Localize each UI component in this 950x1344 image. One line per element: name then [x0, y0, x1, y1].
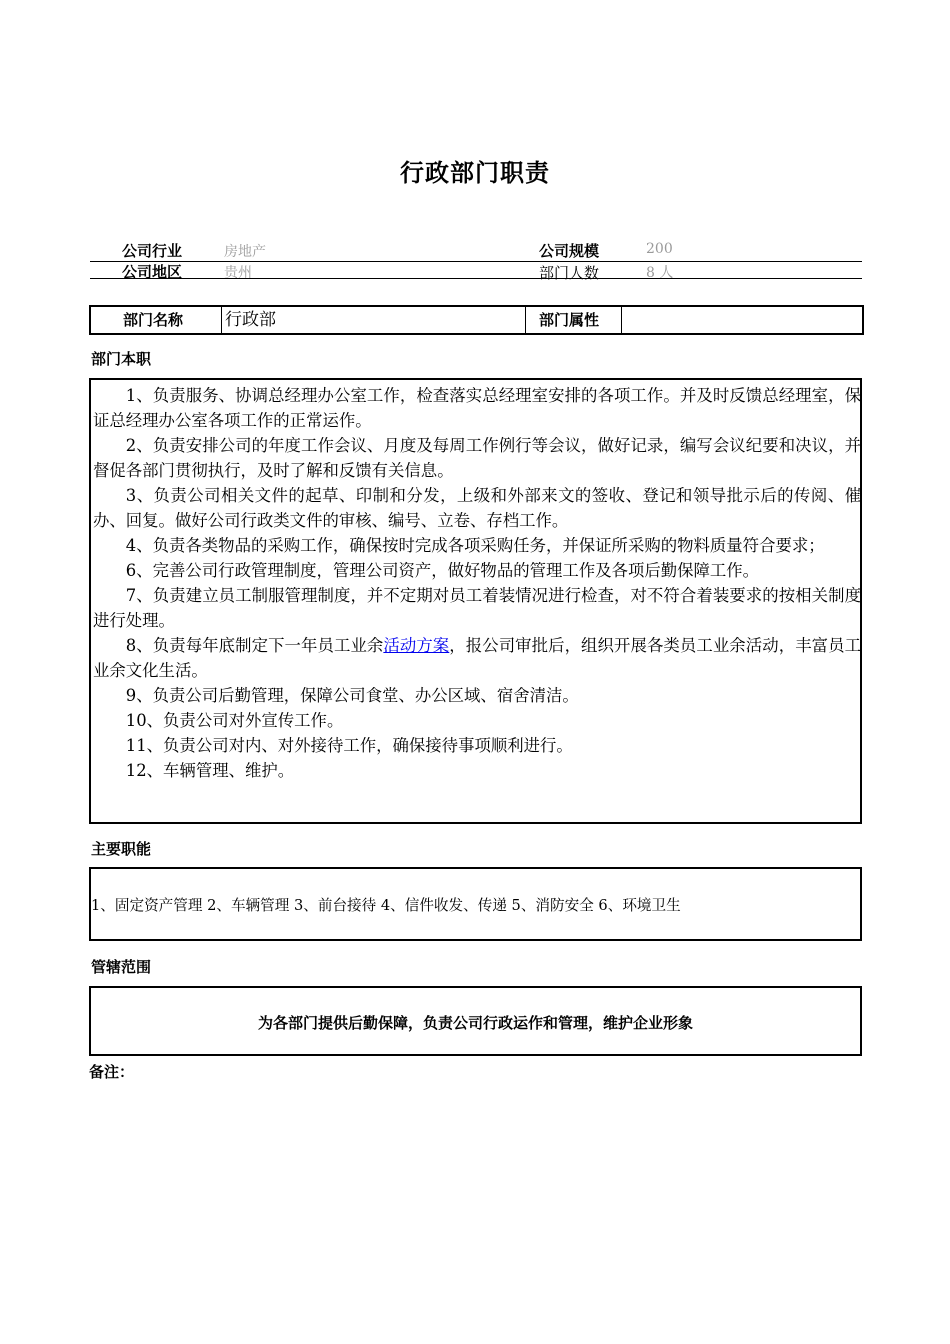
functions-box [89, 867, 862, 941]
functions-text: 1、固定资产管理 2、车辆管理 3、前台接待 4、信件收发、传递 5、消防安全 6、环境卫生 [91, 897, 681, 914]
region-value: 贵州 [224, 265, 252, 281]
duties-heading: 部门本职 [91, 350, 152, 368]
duties-list [93, 383, 861, 783]
duty-item-7: 7、负责建立员工制服管理制度，并不定期对员工着装情况进行检查，对不符合着装要求的按相关制度进行处理。 [93, 586, 861, 630]
industry-value: 房地产 [224, 244, 266, 260]
duty-item-9: 9、负责公司后勤管理，保障公司食堂、办公区域、宿舍清洁。 [125, 686, 579, 705]
department-attribute-value [622, 307, 862, 333]
department-name-label: 部门名称 [91, 307, 222, 333]
industry-label: 公司行业 [122, 242, 183, 260]
info-divider [90, 261, 862, 262]
scope-text: 为各部门提供后勤保障，负责公司行政运作和管理，维护企业形象 [257, 1014, 693, 1032]
duty-item-4: 4、负责各类物品的采购工作，确保按时完成各项采购任务，并保证所采购的物料质量符合要求； [125, 536, 825, 555]
scope-box [89, 986, 862, 1056]
duty-item-6: 6、完善公司行政管理制度，管理公司资产，做好物品的管理工作及各项后勤保障工作。 [125, 561, 760, 580]
duty-item-3: 3、负责公司相关文件的起草、印制和分发，上级和外部来文的签收、登记和领导批示后的传阅、催办、回复。做好公司行政类文件的审核、编号、立卷、存档工作。 [93, 486, 861, 530]
duty-item-2: 2、负责安排公司的年度工作会议、月度及每周工作例行等会议，做好记录，编写会议纪要和决议，并督促各部门贯彻执行，及时了解和反馈有关信息。 [93, 436, 861, 480]
duties-box [89, 378, 862, 824]
page-title: 行政部门职责 [400, 159, 550, 187]
scale-label: 公司规模 [539, 242, 600, 260]
duty-item-12: 12、车辆管理、维护。 [125, 761, 295, 780]
department-attribute-label: 部门属性 [526, 307, 622, 333]
functions-heading: 主要职能 [91, 840, 152, 858]
department-row [89, 305, 864, 335]
duty-item-11: 11、负责公司对内、对外接待工作，确保接待事项顺利进行。 [125, 736, 573, 755]
department-name-value: 行政部 [222, 307, 526, 333]
scale-value: 200 [646, 241, 673, 257]
headcount-value: 8 人 [646, 265, 674, 281]
duty-item-10: 10、负责公司对外宣传工作。 [125, 711, 344, 730]
duty-item-8-start: 8、负责每年底制定下一年员工业余 [125, 636, 384, 655]
scope-heading: 管辖范围 [91, 958, 152, 976]
duty-item-1: 1、负责服务、协调总经理办公室工作，检查落实总经理室安排的各项工作。并及时反馈总经理室，保证总经理办公室各项工作的正常运作。 [93, 386, 861, 430]
remarks-label: 备注： [89, 1063, 135, 1081]
info-bottom-line [90, 278, 862, 279]
duty-item-8-end: ，报公司审批后，组织开展各类员工业余活动，丰富员工业余文化生活。 [93, 636, 861, 680]
activity-plan-link[interactable]: 活动方案 [383, 636, 450, 655]
duty-item-8 [93, 633, 861, 683]
region-label: 公司地区 [122, 263, 183, 281]
headcount-label: 部门人数 [539, 264, 600, 282]
